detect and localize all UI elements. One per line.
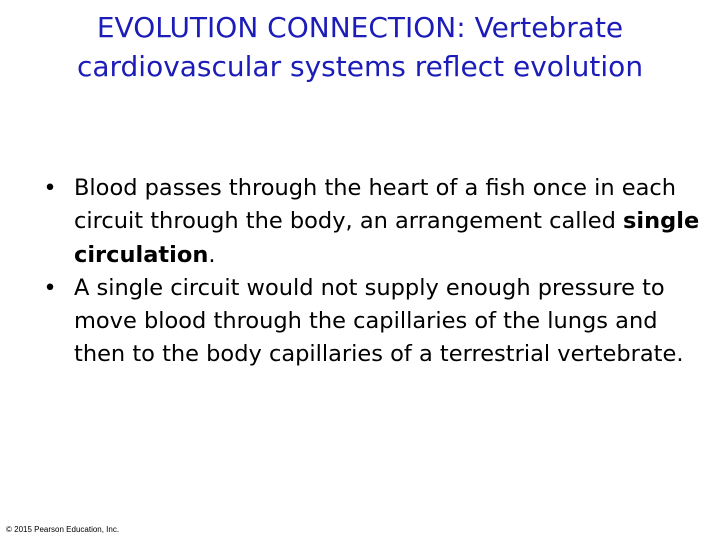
copyright-footer: © 2015 Pearson Education, Inc. <box>6 525 120 534</box>
bullet-text-end: . <box>208 241 216 268</box>
bullet-item-single-circulation <box>40 172 700 272</box>
bullet-icon: • <box>43 274 57 301</box>
bullet-text: A single circuit would not supply enough pressure to move blood through the capillaries of the lungs and then to the body capillaries of a terrestrial vertebrate. <box>74 274 684 368</box>
bold-term: single circulation <box>74 208 700 268</box>
bullet-text: Blood passes through the heart of a fish once in each circuit through the body, an arrangement called <box>74 175 677 235</box>
bullet-list <box>40 172 700 372</box>
bullet-icon: • <box>43 175 57 201</box>
bullet-item-single-circuit <box>40 272 700 372</box>
slide-title: EVOLUTION CONNECTION: Vertebrate cardiovascular systems reflect evolution <box>76 11 644 84</box>
